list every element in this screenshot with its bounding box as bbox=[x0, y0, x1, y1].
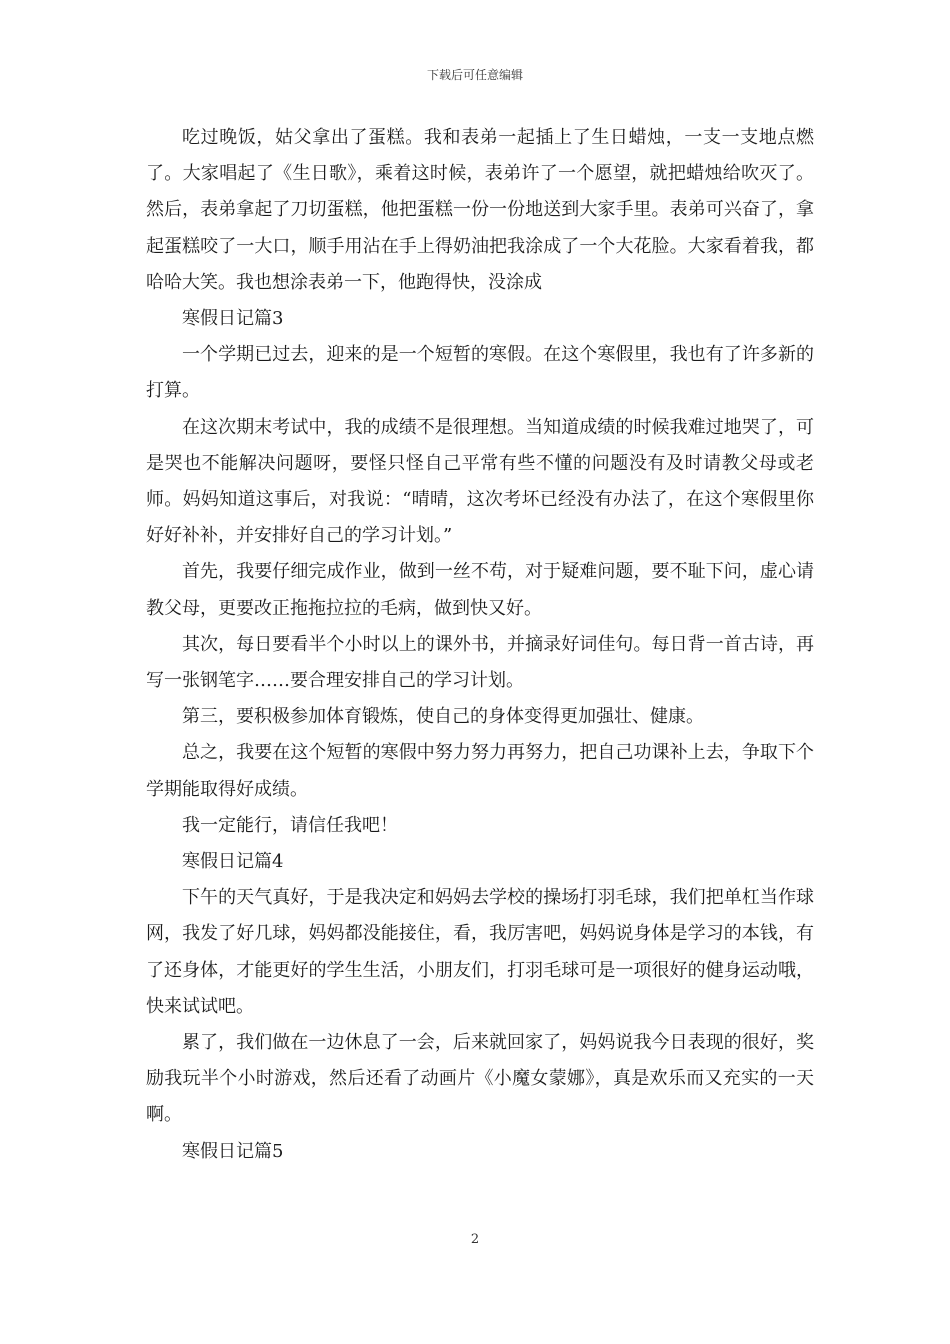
page-header: 下载后可任意编辑 bbox=[426, 68, 523, 82]
paragraph-confidence: 我一定能行，请信任我吧！ bbox=[182, 814, 398, 836]
paragraph-birthday-cake: 吃过晚饭，姑父拿出了蛋糕。我和表弟一起插上了生日蜡烛，一支一支地点燃了。大家唱起了《生日歌》，乘着这时候，表弟许了一个愿望，就把蜡烛给吹灭了。然后，表弟拿起了刀切蛋糕，他把蛋糕一份一份地送到大家手里。表弟可兴奋了，拿起蛋糕咬了一大口，顺手用沾在手上得奶油把我涂成了一个大花脸。大家看着我，都哈哈大笑。我也想涂表弟一下，他跑得快，没涂成 bbox=[146, 127, 814, 293]
section-title-3: 寒假日记篇3 bbox=[182, 308, 284, 330]
paragraph-rest: 累了，我们做在一边休息了一会，后来就回家了，妈妈说我今日表现的很好，奖励我玩半个小时游戏，然后还看了动画片《小魔女蒙娜》，真是欢乐而又充实的一天啊。 bbox=[146, 1032, 814, 1126]
paragraph-badminton: 下午的天气真好，于是我决定和妈妈去学校的操场打羽毛球，我们把单杠当作球网，我发了好几球，妈妈都没能接住，看，我厉害吧，妈妈说身体是学习的本钱，有了还身体，才能更好的学生生活，小朋友们，打羽毛球可是一项很好的健身运动哦，快来试试吧。 bbox=[146, 887, 814, 1017]
section-title-5: 寒假日记篇5 bbox=[182, 1140, 284, 1162]
page-number: 2 bbox=[470, 1232, 480, 1247]
paragraph-third: 第三，要积极参加体育锻炼，使自己的身体变得更加强壮、健康。 bbox=[182, 706, 704, 728]
paragraph-first: 首先，我要仔细完成作业，做到一丝不苟，对于疑难问题，要不耻下问，虚心请教父母，更要改正拖拖拉拉的毛病，做到快又好。 bbox=[146, 561, 814, 619]
paragraph-intro: 一个学期已过去，迎来的是一个短暂的寒假。在这个寒假里，我也有了许多新的打算。 bbox=[146, 344, 814, 402]
paragraph-exam: 在这次期末考试中，我的成绩不是很理想。当知道成绩的时候我难过地哭了，可是哭也不能解决问题呀，要怪只怪自己平常有些不懂的问题没有及时请教父母或老师。妈妈知道这事后，对我说：“晴晴，这次考坏已经没有办法了，在这个寒假里你好好补补，并安排好自己的学习计划。” bbox=[146, 416, 814, 547]
paragraph-second: 其次，每日要看半个小时以上的课外书，并摘录好词佳句。每日背一首古诗，再写一张钢笔字……要合理安排自己的学习计划。 bbox=[146, 633, 814, 692]
paragraph-summary: 总之，我要在这个短暂的寒假中努力努力再努力，把自己功课补上去，争取下个学期能取得好成绩。 bbox=[146, 742, 814, 800]
section-title-4: 寒假日记篇4 bbox=[182, 851, 284, 873]
document-body bbox=[146, 120, 814, 1170]
